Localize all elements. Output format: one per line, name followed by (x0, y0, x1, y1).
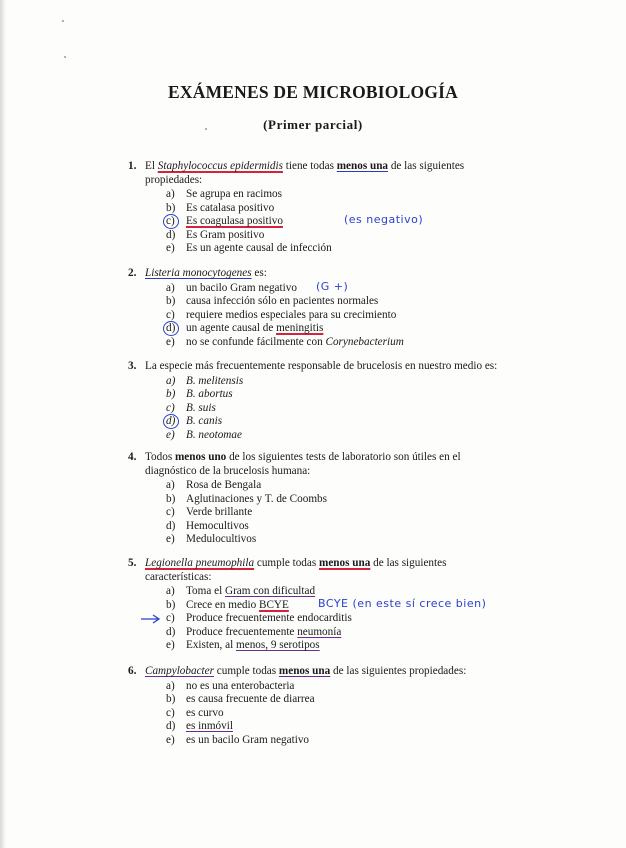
option-c: c) B. suis (166, 401, 216, 414)
option-e: e) es un bacilo Gram negativo (166, 733, 310, 746)
options-list (166, 585, 598, 653)
option-b: b) Crece en medio BCYE BCYE (en este sí crece bien) (166, 596, 487, 611)
option-a: a) Se agrupa en racimos (166, 188, 282, 200)
answer-arrow-icon (140, 612, 162, 624)
question-number: 3. (128, 360, 137, 372)
page-title: EXÁMENES DE MICROBIOLOGÍA (168, 82, 458, 102)
option-a: a) Rosa de Bengala (166, 479, 262, 491)
option-d: d) Hemocultivos (166, 519, 249, 532)
question-stem: Legionella pneumophila cumple todas menos una de las siguientes (145, 557, 447, 569)
option-d: d) es inmóvil (166, 720, 233, 733)
question-stem: La especie más frecuentemente responsable de brucelosis en nuestro medio es: (145, 360, 498, 372)
option-c: c) requiere medios especiales para su crecimiento (166, 308, 397, 321)
option-d: d) un agente causal de meningitis (166, 322, 598, 336)
question-number: 1. (128, 160, 137, 172)
option-e: e) B. neotomae (166, 428, 242, 441)
option-d: d) Es Gram positivo (166, 228, 265, 241)
page-subtitle: (Primer parcial) (263, 117, 363, 132)
question-1 (128, 160, 598, 256)
question-number: 6. (128, 665, 137, 677)
handwritten-note: (es negativo) (344, 213, 424, 227)
option-b: b) B. abortus (166, 388, 233, 401)
options-list (166, 375, 598, 443)
organism-name: Staphylococcus epidermidis (157, 160, 283, 172)
options-list (166, 188, 598, 256)
option-c: c) Produce frecuentemente endocarditis (166, 612, 598, 626)
handwritten-note: BCYE (en este sí crece bien) (318, 596, 487, 610)
options-list (166, 680, 598, 748)
option-e: e) Es un agente causal de infección (166, 242, 332, 255)
question-stem: Todos menos uno de los siguientes tests de laboratorio son útiles en el (145, 451, 461, 463)
option-e: e) Medulocultivos (166, 533, 257, 546)
option-c: c) es curvo (166, 706, 224, 719)
question-number: 5. (128, 557, 137, 569)
organism-name: Listeria monocytogenes (145, 267, 252, 279)
question-stem-cont: diagnóstico de la brucelosis humana: (145, 464, 311, 477)
emphasis-text: menos una (319, 557, 371, 569)
question-stem-cont: características: (145, 570, 212, 583)
option-a: a) no es una enterobacteria (166, 679, 295, 692)
option-a: a) B. melitensis (166, 374, 244, 387)
option-d: d) B. canis (166, 415, 598, 429)
question-stem: Listeria monocytogenes es: (145, 267, 267, 279)
organism-name: Legionella pneumophila (145, 557, 255, 569)
option-b: b) Es catalasa positivo (166, 201, 275, 214)
scan-speck (62, 20, 64, 22)
organism-name: Campylobacter (145, 665, 214, 677)
scan-speck (64, 56, 66, 58)
emphasis-text: menos uno (174, 451, 227, 463)
option-a: a) Toma el Gram con dificultad (166, 585, 316, 597)
option-b: b) Aglutinaciones y T. de Coombs (166, 492, 327, 505)
options-list (166, 279, 598, 350)
question-4 (128, 451, 598, 547)
question-stem-cont: propiedades: (145, 173, 203, 186)
emphasis-text: menos una (278, 665, 331, 677)
option-e: e) no se confunde fácilmente con Corynebacterium (166, 335, 404, 348)
question-stem: Campylobacter cumple todas menos una de las siguientes propiedades: (145, 665, 467, 677)
question-stem: El Staphylococcus epidermidis tiene todas menos una de las siguientes (145, 160, 465, 172)
option-c: c) Es coagulasa positivo (es negativo) (166, 215, 598, 229)
question-5 (128, 557, 598, 653)
option-b: b) es causa frecuente de diarrea (166, 693, 315, 706)
handwritten-note: (G +) (316, 279, 349, 293)
option-a: a) un bacilo Gram negativo (G +) (166, 279, 349, 294)
question-2 (128, 267, 598, 349)
option-c: c) Verde brillante (166, 506, 253, 519)
question-number: 4. (128, 451, 137, 463)
option-b: b) causa infección sólo en pacientes normales (166, 295, 379, 308)
option-e: e) Existen, al menos, 9 serotipos (166, 639, 320, 652)
question-6 (128, 665, 598, 747)
question-number: 2. (128, 267, 137, 279)
options-list (166, 479, 598, 547)
question-3 (128, 360, 598, 442)
emphasis-text: menos una (336, 160, 389, 172)
option-d: d) Produce frecuentemente neumonía (166, 625, 342, 638)
